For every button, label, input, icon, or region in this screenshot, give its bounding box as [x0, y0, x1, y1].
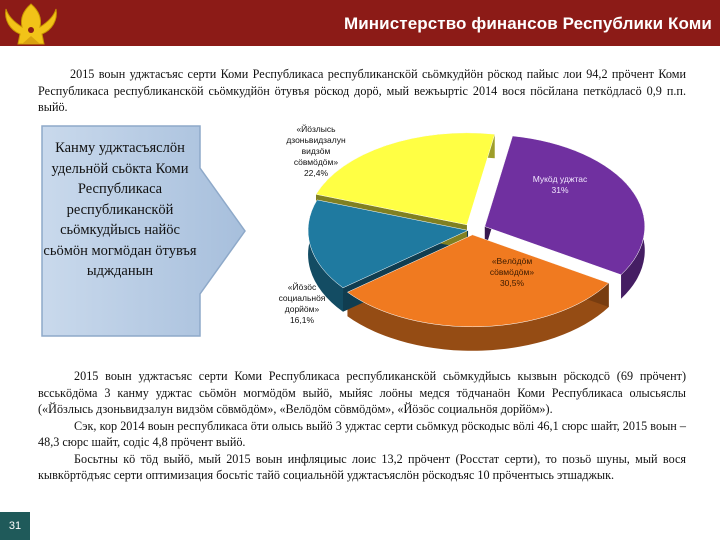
pie-label-йӧзӧс-социальнӧя: «Йӧзӧс социальнӧя дорйӧм» 16,1%: [278, 282, 326, 325]
page-number: 31: [0, 512, 30, 540]
emblem-logo: [0, 0, 62, 50]
header-bar: [0, 0, 720, 46]
body-paragraph-2: Сэк, кор 2014 воын республикаса ӧти олысь выйӧ 3 уджтас серти сьӧмкуд рӧскодыс вӧлі 46,1 сюрс шайт, 2015 воын – 48,3 сюрс шайт, содіс 4,8 прӧчент выйӧ.: [38, 418, 686, 449]
intro-paragraph: 2015 воын уджтасъяс серти Коми Республикаса республиканскӧй сьӧмкудйӧн рӧскод пайыс лои 94,2 прӧчент Коми Республикаса республиканскӧй сьӧмкудйӧн ӧтувъя рӧскод дорӧ, мый вежъыртіс 2014 вося пӧсйлана петкӧдласӧ 0,9 п.п. выйӧ.: [38, 67, 686, 114]
header-title: Министерство финансов Республики Коми: [344, 14, 712, 33]
pie-label-мукӧд-уджтас: Мукӧд уджтас 31%: [532, 174, 588, 195]
pie-chart: [250, 118, 680, 358]
arrow-text: Канму уджтасъяслӧн удельнӧй сьӧкта Коми Республикаса республиканскӧй сьӧмкудйысь найӧс сьӧмӧн могмӧдан ӧтувъя ыджданын: [43, 140, 197, 279]
pie-label-йӧзлысь-дзоньвидзалун: «Йӧзлысь дзоньвидзалун видзӧм сӧвмӧдӧм» 22,4%: [286, 124, 346, 178]
body-paragraph-3: Босьтны кӧ тӧд выйӧ, мый 2015 воын инфляциыс лоис 13,2 прӧчент (Росстат серти), то позьӧ шуны, мый вося кывкӧртӧдъяс серти оптимизация босьтіс тайӧ социальнӧй уджтасъяслӧн рӧскодъяс 10 прӧчентысь этшаджык.: [38, 451, 686, 482]
left-strip: [0, 46, 30, 540]
body-paragraph-1: 2015 воын уджтасъяс серти Коми Республикаса республиканскӧй сьӧмкудйысь кызвын рӧскодсӧ (69 прӧчент) всськӧдӧма 3 канму уджтас сьӧмӧн могмӧдӧм выйӧ, мыйяс лоӧны медся тӧдчанаӧн Коми Республикаса олысьяслы («Йӧзлысь дзоньвидзалун видзӧм сӧвмӧдӧм», «Велӧдӧм сӧвмӧдӧм», «Йӧзӧс социальнӧя дорйӧм»).: [38, 369, 686, 416]
pie-label-вeлӧдӧм-сӧвмӧдӧм: «Вeлӧдӧм сӧвмӧдӧм» 30,5%: [489, 256, 535, 288]
body-text: [38, 368, 686, 484]
